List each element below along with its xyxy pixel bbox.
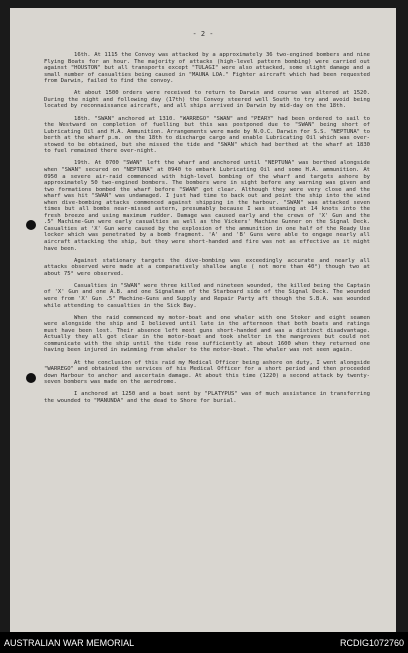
paragraph: 16th. At 1115 the Convoy was attacked by a approximately 36 two-engined bombers and nine Flying Boats for an hour. The majority of attacks (high-level pattern bombing) were carried out against "HOUSTON" but all transports except "TULAGI" were also attacked, some slight damage and a small number of casualties being caused in "MAUNA LOA." Fighter aircraft which had been requested from Darwin, failed to find the convoy. bbox=[44, 52, 370, 85]
paragraph: I anchored at 1250 and a boat sent by "PLATYPUS" was of much assistance in transferring the wounded to "MANUNDA" and the dead to Shore for burial. bbox=[44, 391, 370, 404]
paragraph: At the conclusion of this raid my Medical Officer being ashore on duty, I went alongside "WARREGO" and obtained the services of his Medical Officer for a short period and then proceeded down Harbour to anchor and ascertain damage. At about this time (1220) a second attack by twenty-seven bombers was made on the aerodrome. bbox=[44, 359, 370, 386]
paragraph: At about 1500 orders were received to return to Darwin and course was altered at 1520. During the night and following day (17th) the Convoy steered well South to try and avoid being located by reconnaissance aircraft, and all ships arrived in Darwin by mid-day on the 18th. bbox=[44, 90, 370, 110]
paragraph: Against stationary targets the dive-bombing was exceedingly accurate and nearly all attacks observed were made at a comparatively shallow angle ( not more than 40°) though two at about 75° were observed. bbox=[44, 257, 370, 277]
paragraph: When the raid commenced my motor-boat and one whaler with one Stoker and eight seamen were alongside the ship and I believed until late in the afternoon that both boats and ratings must have been lost. Their absence left most guns short-handed and was a distinct disadvantage. Actually they all got clear in the motor-boat and took shelter in the mangroves but could not communicate with the ship until the tide rose sufficiently at about 1600 when they returned one having been injured in swimming from whaler to the motor-boat. The whaler was not seen again. bbox=[44, 314, 370, 354]
punch-hole bbox=[26, 220, 36, 230]
archive-footer bbox=[0, 632, 408, 653]
page-number: - 2 - bbox=[192, 30, 214, 38]
scanned-page bbox=[10, 8, 396, 632]
typed-text-body bbox=[44, 52, 370, 410]
paragraph: 18th. "SWAN" anchored at 1310. "WARREGO" "SWAN" and "PEARY" had been ordered to sail to the Westward on completion of fuelling but this was postponed due to "SWAN" being short of Lubricating Oil and H.A. Ammunition. Arrangements were made by N.O.C. Darwin for S.S. "NEPTUNA" to berth at the wharf p.m. on the 18th to discharge cargo and enable Lubricating Oil which was over-stowed to be obtained, but she missed the tide and "SWAN" which had berthed at the wharf at 1830 to fuel remained there over-night. bbox=[44, 115, 370, 155]
footer-source: AUSTRALIAN WAR MEMORIAL bbox=[4, 637, 135, 648]
paragraph: Casualties in "SWAN" were three killed and nineteen wounded, the killed being the Captain of 'X' Gun and one A.B. and one Signalman of the Starboard side of the Signal Deck. The wounded were from 'X' Gun .5" Machine-Guns and Supply and Repair Party aft though the S.B.A. was wounded while attending to casualties in the Sick Bay. bbox=[44, 282, 370, 309]
punch-hole bbox=[26, 373, 36, 383]
paragraph: 19th. At 0700 "SWAN" left the wharf and anchored until "NEPTUNA" was berthed alongside when "SWAN" secured on "NEPTUNA" at 0940 to embark Lubricating Oil and some H.A. ammunition. At 0950 a severe air-raid commenced with high-level bombing of the wharf and targets ashore by approximately 50 two-engined bombers. The bombers were in sight before any warning was given and two formations bombed the wharf before "SWAN" got clear. Although they were very close and the wharf was hit "SWAN" was undamaged. I just had time to back out and point the ship into the wind when dive-bombing attacks commenced against shipping in the harbour. "SWAN" was attacked seven times but all bombs near-missed astern, presumably because I was steaming at 14 knots into the fresh breeze and using maximum rudder. Damage was caused early and the crews of 'X' Gun and the .5" Machine-Gun were early casualties as well as the Vickers' Machine Gunner on the Signal Deck. Casualties at 'X' Gun were caused by the explosion of the ammunition in one half of the Ready Use locker which was penetrated by a bomb fragment. 'A' and 'B' Guns were able to engage nearly all aircraft attacking the ship, but they were short-handed and fire was not as effective as it might have been. bbox=[44, 160, 370, 252]
footer-record-id: RCDIG1072760 bbox=[339, 637, 404, 648]
